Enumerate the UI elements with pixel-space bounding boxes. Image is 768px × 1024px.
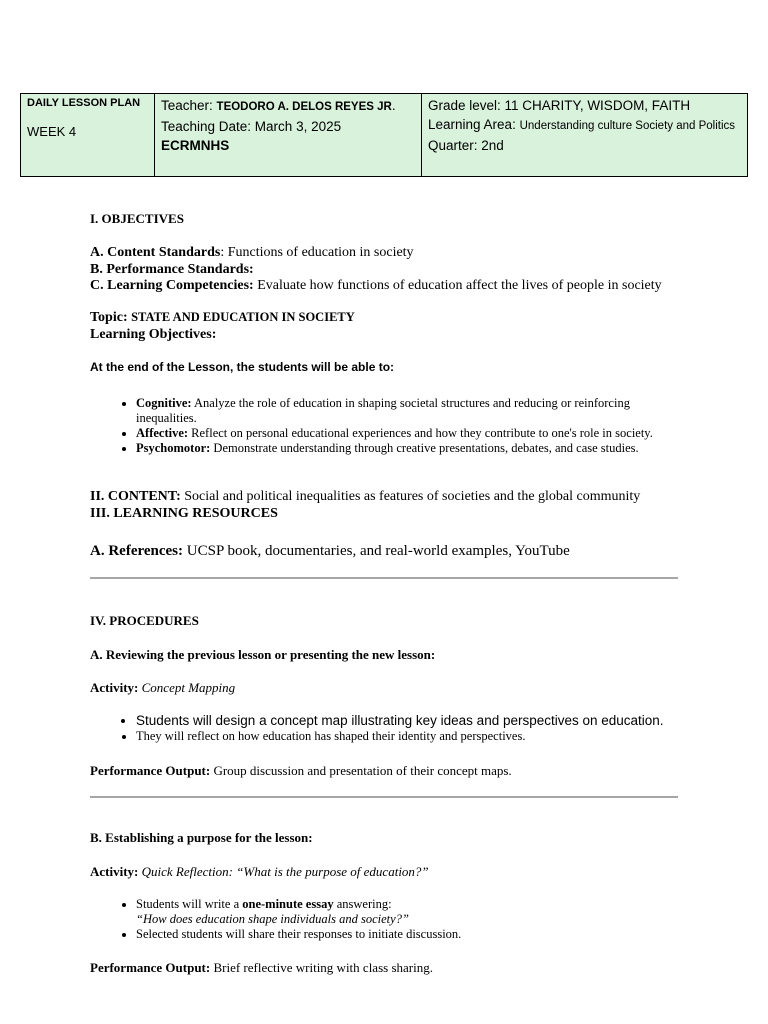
procedure-b-output-label: Performance Output: xyxy=(90,960,211,975)
procedure-a-activity-label: Activity: xyxy=(90,680,139,695)
content-line xyxy=(90,489,640,505)
procedure-b-activity-value: Quick Reflection: “What is the purpose of education?” xyxy=(141,864,429,879)
teacher-line xyxy=(161,96,415,117)
procedure-b-item1-quote: “How does education shape individuals and society?” xyxy=(136,912,409,926)
content-standards-label: A. Content Standards xyxy=(90,245,221,260)
procedure-a-item: • Students will design a concept map illustrating key ideas and perspectives on education. xyxy=(136,712,696,729)
objective-cognitive-label: Cognitive: xyxy=(136,396,192,410)
procedure-b-activity xyxy=(90,864,429,880)
procedure-a-activity xyxy=(90,680,235,696)
objective-psychomotor xyxy=(136,441,656,456)
content-standards xyxy=(90,245,414,261)
section-divider-2 xyxy=(90,796,678,798)
procedure-b-item1-bold: one-minute essay xyxy=(242,897,334,911)
header-cell-grade xyxy=(422,94,747,176)
references-label: A. References: xyxy=(90,543,184,559)
procedure-b-output xyxy=(90,960,433,976)
objective-psychomotor-text: Demonstrate understanding through creative presentations, debates, and case studies. xyxy=(210,441,639,455)
objective-cognitive xyxy=(136,396,656,426)
procedure-a-output-value: Group discussion and presentation of their concept maps. xyxy=(210,763,512,778)
content-label: II. CONTENT: xyxy=(90,489,181,504)
procedure-a-list xyxy=(90,712,696,744)
teacher-suffix: . xyxy=(391,98,396,113)
procedure-b-item xyxy=(136,897,696,927)
school-name: ECRMNHS xyxy=(161,138,230,153)
grade-level: Grade level: 11 CHARITY, WISDOM, FAITH xyxy=(428,98,691,113)
header-cell-plan xyxy=(21,94,155,176)
procedure-b-item: • Selected students will share their responses to initiate discussion. xyxy=(136,927,696,942)
learning-area-line xyxy=(428,115,741,136)
objective-psychomotor-label: Psychomotor: xyxy=(136,441,211,455)
header-cell-teacher xyxy=(155,94,422,176)
procedure-b-heading: B. Establishing a purpose for the lesson: xyxy=(90,830,313,845)
procedure-b-activity-label: Activity: xyxy=(90,864,139,879)
learning-competencies-value: Evaluate how functions of education affect the lives of people in society xyxy=(253,278,662,293)
teacher-name: TEODORO A. DELOS REYES JR xyxy=(216,101,392,113)
learning-objectives-label: Learning Objectives: xyxy=(90,327,217,342)
header-table xyxy=(20,93,748,177)
topic-line xyxy=(90,310,355,326)
objective-cognitive-text: Analyze the role of education in shaping societal structures and reducing or reinforcing inequalities. xyxy=(136,396,630,425)
objective-affective xyxy=(136,426,656,441)
objectives-intro: At the end of the Lesson, the students will be able to: xyxy=(90,360,395,374)
procedures-heading: IV. PROCEDURES xyxy=(90,613,199,628)
teacher-label: Teacher: xyxy=(161,98,213,113)
topic-label: Topic: xyxy=(90,310,128,325)
resources-heading: III. LEARNING RESOURCES xyxy=(90,506,278,521)
section-divider-1 xyxy=(90,577,678,579)
performance-standards xyxy=(90,262,254,278)
objectives-heading: I. OBJECTIVES xyxy=(90,211,184,226)
references-value: UCSP book, documentaries, and real-world examples, YouTube xyxy=(183,543,570,559)
procedure-a-output xyxy=(90,763,512,779)
objectives-list xyxy=(90,396,656,456)
references-line xyxy=(90,543,570,560)
learning-competencies-label: C. Learning Competencies: xyxy=(90,278,254,293)
procedure-b-item1-post: answering: xyxy=(333,897,392,911)
topic-value: STATE AND EDUCATION IN SOCIETY xyxy=(131,310,355,324)
learning-competencies xyxy=(90,278,662,294)
performance-standards-label: B. Performance Standards: xyxy=(90,262,254,277)
procedure-a-item: • They will reflect on how education has shaped their identity and perspectives. xyxy=(136,729,696,744)
procedure-a-heading: A. Reviewing the previous lesson or presenting the new lesson: xyxy=(90,647,436,662)
objective-affective-text: Reflect on personal educational experiences and how they contribute to one's role in society. xyxy=(188,426,653,440)
procedure-b-output-value: Brief reflective writing with class sharing. xyxy=(210,960,433,975)
quarter: Quarter: 2nd xyxy=(428,138,504,153)
procedure-a-output-label: Performance Output: xyxy=(90,763,211,778)
procedure-b-list xyxy=(90,897,696,942)
teaching-date: Teaching Date: March 3, 2025 xyxy=(161,119,342,134)
week-label: WEEK 4 xyxy=(27,124,77,139)
learning-area-value: Understanding culture Society and Politics xyxy=(519,120,736,132)
learning-area-label: Learning Area: xyxy=(428,117,516,132)
plan-label: DAILY LESSON PLAN xyxy=(27,97,141,109)
objective-affective-label: Affective: xyxy=(136,426,189,440)
content-value: Social and political inequalities as features of societies and the global community xyxy=(180,489,641,504)
procedure-b-item1-pre: Students will write a xyxy=(136,897,243,911)
procedure-a-activity-value: Concept Mapping xyxy=(141,680,236,695)
content-standards-value: : Functions of education in society xyxy=(220,245,414,260)
